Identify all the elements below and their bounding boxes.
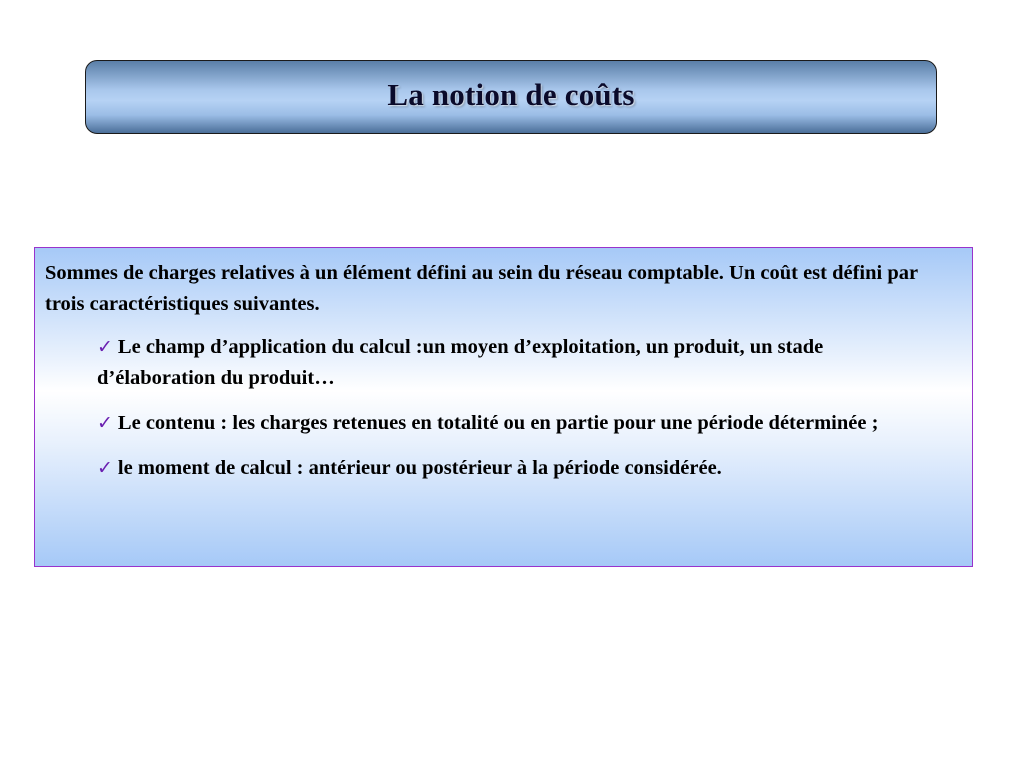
slide-title: La notion de coûts: [387, 77, 635, 112]
content-box: [34, 247, 973, 567]
check-icon: ✓: [97, 412, 113, 434]
bullet-item: [97, 453, 944, 484]
bullet-text: le moment de calcul : antérieur ou postérieur à la période considérée.: [117, 457, 722, 479]
title-bar: [85, 60, 937, 134]
bullet-list: [45, 332, 944, 484]
check-icon: ✓: [97, 336, 113, 358]
bullet-text: Le contenu : les charges retenues en totalité ou en partie pour une période déterminée ;: [117, 412, 879, 434]
bullet-text: Le champ d’application du calcul :un moyen d’exploitation, un produit, un stade d’élaboration du produit…: [97, 336, 824, 389]
bullet-item: [97, 332, 944, 394]
check-icon: ✓: [97, 457, 113, 479]
intro-paragraph: Sommes de charges relatives à un élément défini au sein du réseau comptable. Un coût est défini par trois caractéristiques suivantes.: [45, 262, 918, 315]
bullet-item: [97, 408, 944, 439]
